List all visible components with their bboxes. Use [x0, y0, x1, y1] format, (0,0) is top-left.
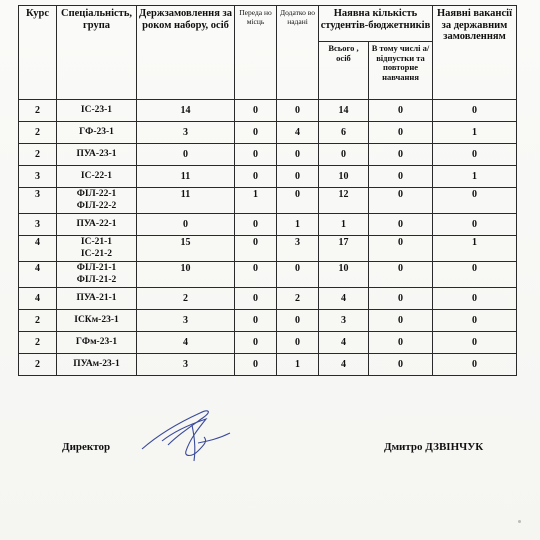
- cell-course: 2: [19, 332, 57, 354]
- cell-including: 0: [369, 188, 433, 214]
- budget-students-table: [18, 5, 517, 376]
- cell-transferred: 0: [235, 214, 277, 236]
- cell-transferred: 0: [235, 332, 277, 354]
- table-row: [19, 214, 517, 236]
- cell-group: [57, 144, 137, 166]
- group-name: ПУА-23-1: [76, 149, 117, 159]
- cell-state-order: 11: [137, 188, 235, 214]
- group-name-second: ІС-21-2: [80, 248, 113, 259]
- group-name: ФІЛ-22-1: [76, 189, 117, 199]
- cell-vacancies: 1: [433, 122, 517, 144]
- cell-transferred: 1: [235, 188, 277, 214]
- cell-total: 17: [319, 236, 369, 262]
- table-row: [19, 166, 517, 188]
- cell-transferred: 0: [235, 100, 277, 122]
- cell-state-order: 0: [137, 144, 235, 166]
- group-name: ІС-21-1: [80, 237, 113, 247]
- table-body: [19, 100, 517, 376]
- cell-state-order: 10: [137, 262, 235, 288]
- cell-vacancies: 0: [433, 144, 517, 166]
- cell-state-order: 15: [137, 236, 235, 262]
- cell-total: 0: [319, 144, 369, 166]
- cell-group: [57, 188, 137, 214]
- cell-added: 1: [277, 214, 319, 236]
- cell-added: 0: [277, 262, 319, 288]
- cell-including: 0: [369, 310, 433, 332]
- cell-course: 3: [19, 166, 57, 188]
- cell-added: 0: [277, 166, 319, 188]
- cell-group: [57, 288, 137, 310]
- cell-course: 4: [19, 262, 57, 288]
- group-name: ІС-23-1: [80, 105, 113, 115]
- cell-course: 2: [19, 310, 57, 332]
- table-row: [19, 122, 517, 144]
- cell-state-order: 14: [137, 100, 235, 122]
- cell-added: 0: [277, 100, 319, 122]
- table-row: [19, 310, 517, 332]
- cell-state-order: 11: [137, 166, 235, 188]
- cell-total: 4: [319, 332, 369, 354]
- cell-including: 0: [369, 166, 433, 188]
- cell-course: 4: [19, 236, 57, 262]
- cell-including: 0: [369, 288, 433, 310]
- cell-transferred: 0: [235, 122, 277, 144]
- cell-total: 4: [319, 288, 369, 310]
- header-added: Додатко во надані: [277, 6, 319, 100]
- cell-added: 0: [277, 332, 319, 354]
- director-signature: [138, 405, 238, 463]
- cell-transferred: 0: [235, 236, 277, 262]
- header-specialty: Спеціальність, група: [57, 6, 137, 100]
- cell-transferred: 0: [235, 288, 277, 310]
- cell-course: 3: [19, 188, 57, 214]
- cell-vacancies: 0: [433, 332, 517, 354]
- cell-transferred: 0: [235, 354, 277, 376]
- table-row: [19, 262, 517, 288]
- group-name-second: ФІЛ-22-2: [76, 200, 117, 211]
- cell-including: 0: [369, 122, 433, 144]
- cell-course: 2: [19, 144, 57, 166]
- cell-state-order: 2: [137, 288, 235, 310]
- table-row: [19, 288, 517, 310]
- header-state-order: Держзамовлення за роком набору, осіб: [137, 6, 235, 100]
- cell-vacancies: 0: [433, 310, 517, 332]
- cell-vacancies: 0: [433, 262, 517, 288]
- cell-added: 0: [277, 144, 319, 166]
- group-name: ГФм-23-1: [75, 337, 118, 347]
- group-name: ПУА-21-1: [76, 293, 117, 303]
- group-name: ПУАм-23-1: [73, 359, 120, 369]
- cell-transferred: 0: [235, 262, 277, 288]
- group-name: ФІЛ-21-1: [76, 263, 117, 273]
- table-row: [19, 144, 517, 166]
- header-present-students: Наявна кількість студентів-бюджетників: [319, 6, 433, 42]
- header-including: В тому числі а/відпустки та повторне навчання: [369, 42, 433, 100]
- director-title: Директор: [62, 441, 111, 453]
- cell-vacancies: 0: [433, 188, 517, 214]
- header-course: Курс: [19, 6, 57, 100]
- cell-course: 2: [19, 122, 57, 144]
- cell-total: 12: [319, 188, 369, 214]
- cell-total: 10: [319, 262, 369, 288]
- header-transferred: Переда но місць: [235, 6, 277, 100]
- cell-group: [57, 122, 137, 144]
- cell-added: 4: [277, 122, 319, 144]
- group-name: ГФ-23-1: [79, 127, 114, 137]
- cell-state-order: 4: [137, 332, 235, 354]
- cell-state-order: 0: [137, 214, 235, 236]
- cell-group: [57, 310, 137, 332]
- cell-added: 3: [277, 236, 319, 262]
- cell-course: 2: [19, 100, 57, 122]
- group-name: ІСКм-23-1: [74, 315, 119, 325]
- cell-group: [57, 332, 137, 354]
- scan-speck: [518, 520, 521, 523]
- cell-group: [57, 236, 137, 262]
- cell-vacancies: 0: [433, 288, 517, 310]
- group-name-second: ФІЛ-21-2: [76, 274, 117, 285]
- cell-including: 0: [369, 144, 433, 166]
- table-row: [19, 332, 517, 354]
- group-name: ПУА-22-1: [76, 219, 117, 229]
- cell-total: 1: [319, 214, 369, 236]
- cell-added: 0: [277, 188, 319, 214]
- cell-total: 3: [319, 310, 369, 332]
- cell-state-order: 3: [137, 122, 235, 144]
- cell-state-order: 3: [137, 354, 235, 376]
- cell-added: 1: [277, 354, 319, 376]
- table-row: [19, 100, 517, 122]
- group-name: ІС-22-1: [80, 171, 113, 181]
- cell-transferred: 0: [235, 144, 277, 166]
- cell-including: 0: [369, 214, 433, 236]
- cell-group: [57, 214, 137, 236]
- cell-including: 0: [369, 354, 433, 376]
- cell-course: 3: [19, 214, 57, 236]
- cell-added: 0: [277, 310, 319, 332]
- header-vacancies: Наявні вакансії за державним замовленням: [433, 6, 517, 100]
- cell-group: [57, 262, 137, 288]
- cell-vacancies: 1: [433, 166, 517, 188]
- cell-total: 10: [319, 166, 369, 188]
- cell-group: [57, 100, 137, 122]
- header-total: Всього , осіб: [319, 42, 369, 100]
- cell-group: [57, 354, 137, 376]
- cell-transferred: 0: [235, 166, 277, 188]
- director-name: Дмитро ДЗВІНЧУК: [384, 441, 484, 453]
- table-row: [19, 236, 517, 262]
- cell-total: 6: [319, 122, 369, 144]
- cell-total: 14: [319, 100, 369, 122]
- cell-vacancies: 1: [433, 236, 517, 262]
- cell-including: 0: [369, 236, 433, 262]
- cell-course: 2: [19, 354, 57, 376]
- cell-including: 0: [369, 100, 433, 122]
- cell-vacancies: 0: [433, 214, 517, 236]
- cell-including: 0: [369, 262, 433, 288]
- cell-vacancies: 0: [433, 354, 517, 376]
- table-row: [19, 188, 517, 214]
- cell-state-order: 3: [137, 310, 235, 332]
- cell-vacancies: 0: [433, 100, 517, 122]
- cell-including: 0: [369, 332, 433, 354]
- table-row: [19, 354, 517, 376]
- cell-course: 4: [19, 288, 57, 310]
- cell-added: 2: [277, 288, 319, 310]
- cell-total: 4: [319, 354, 369, 376]
- cell-transferred: 0: [235, 310, 277, 332]
- cell-group: [57, 166, 137, 188]
